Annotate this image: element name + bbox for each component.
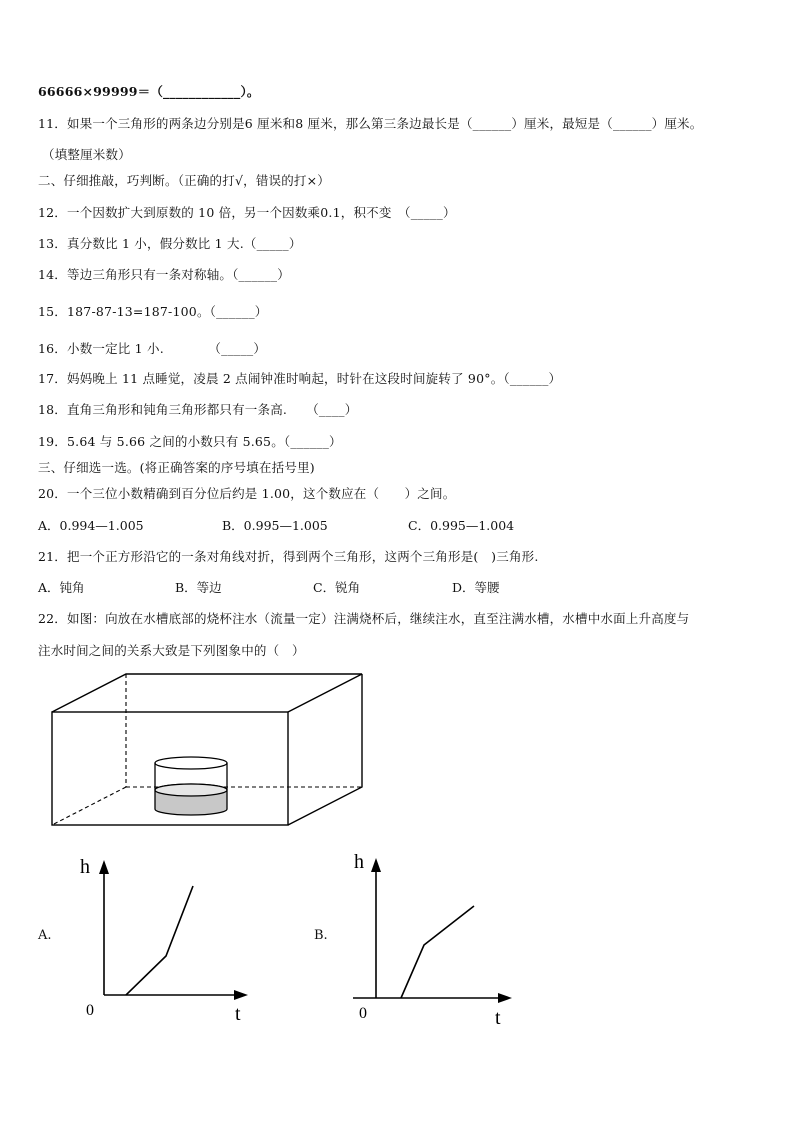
question-15: 15．187-87-13=187-100。（______） xyxy=(38,304,268,319)
question-22: 22．如图：向放在水槽底部的烧杯注水（流量一定）注满烧杯后，继续注水，直至注满水槽，水槽中水面上升高度与 xyxy=(38,611,690,626)
question-18: 18．直角三角形和钝角三角形都只有一条高. （____） xyxy=(38,402,358,417)
question-11-note: （填整厘米数） xyxy=(42,147,131,162)
graph-a-x-label: t xyxy=(235,1003,241,1025)
graph-a-y-label: h xyxy=(80,856,90,878)
question-21: 21．把一个正方形沿它的一条对角线对折，得到两个三角形，这两个三角形是( )三角形. xyxy=(38,549,539,564)
graph-b-y-label: h xyxy=(354,851,364,873)
question-14: 14．等边三角形只有一条对称轴。（______） xyxy=(38,267,290,282)
q20-option-b: B．0.995—1.005 xyxy=(222,518,328,533)
graph-b-x-label: t xyxy=(495,1007,501,1028)
graph-a-label: A. xyxy=(38,928,52,943)
question-12: 12．一个因数扩大到原数的 10 倍，另一个因数乘0.1，积不变 （_____） xyxy=(38,205,456,220)
beaker xyxy=(155,757,227,815)
q21-option-c: C．锐角 xyxy=(313,580,361,595)
graph-b-y-arrow xyxy=(371,858,381,872)
graph-b-curve xyxy=(401,906,474,998)
question-17: 17．妈妈晚上 11 点睡觉，凌晨 2 点闹钟准时响起，时针在这段时间旋转了 90°。（______） xyxy=(38,371,562,386)
q21-option-a: A．钝角 xyxy=(38,580,85,595)
question-11: 11．如果一个三角形的两条边分别是6 厘米和8 厘米，那么第三条边最长是（______）厘米，最短是（______）厘米。 xyxy=(38,116,703,131)
graph-b-label: B. xyxy=(314,928,328,943)
q20-option-a: A．0.994—1.005 xyxy=(38,518,144,533)
water-tank-figure xyxy=(40,665,380,835)
graph-b-x-arrow xyxy=(498,993,512,1003)
tank-right-face xyxy=(288,674,362,825)
q21-option-b: B．等边 xyxy=(175,580,222,595)
graph-a xyxy=(80,848,260,1028)
question-13: 13．真分数比 1 小，假分数比 1 大.（_____） xyxy=(38,236,302,251)
question-20: 20．一个三位小数精确到百分位后约是 1.00，这个数应在（ ）之间。 xyxy=(38,486,456,501)
section-3-heading: 三、仔细选一选。(将正确答案的序号填在括号里) xyxy=(38,460,315,475)
graph-a-y-arrow xyxy=(99,860,109,874)
graph-a-curve xyxy=(126,886,193,995)
graph-a-origin: 0 xyxy=(86,1002,94,1019)
graph-a-x-arrow xyxy=(234,990,248,1000)
question-22-cont: 注水时间之间的关系大致是下列图象中的（ ） xyxy=(38,643,305,658)
graph-b-origin: 0 xyxy=(359,1005,367,1022)
question-16: 16．小数一定比 1 小. （_____） xyxy=(38,341,267,356)
graph-b xyxy=(350,848,530,1028)
tank-top-face xyxy=(52,674,362,712)
question-10: 66666×99999＝（____________）。 xyxy=(38,84,260,99)
q20-option-c: C．0.995—1.004 xyxy=(408,518,515,533)
question-19: 19．5.64 与 5.66 之间的小数只有 5.65。（______） xyxy=(38,434,342,449)
section-2-heading: 二、仔细推敲，巧判断。（正确的打√，错误的打×） xyxy=(38,173,330,188)
q21-option-d: D．等腰 xyxy=(452,580,500,595)
